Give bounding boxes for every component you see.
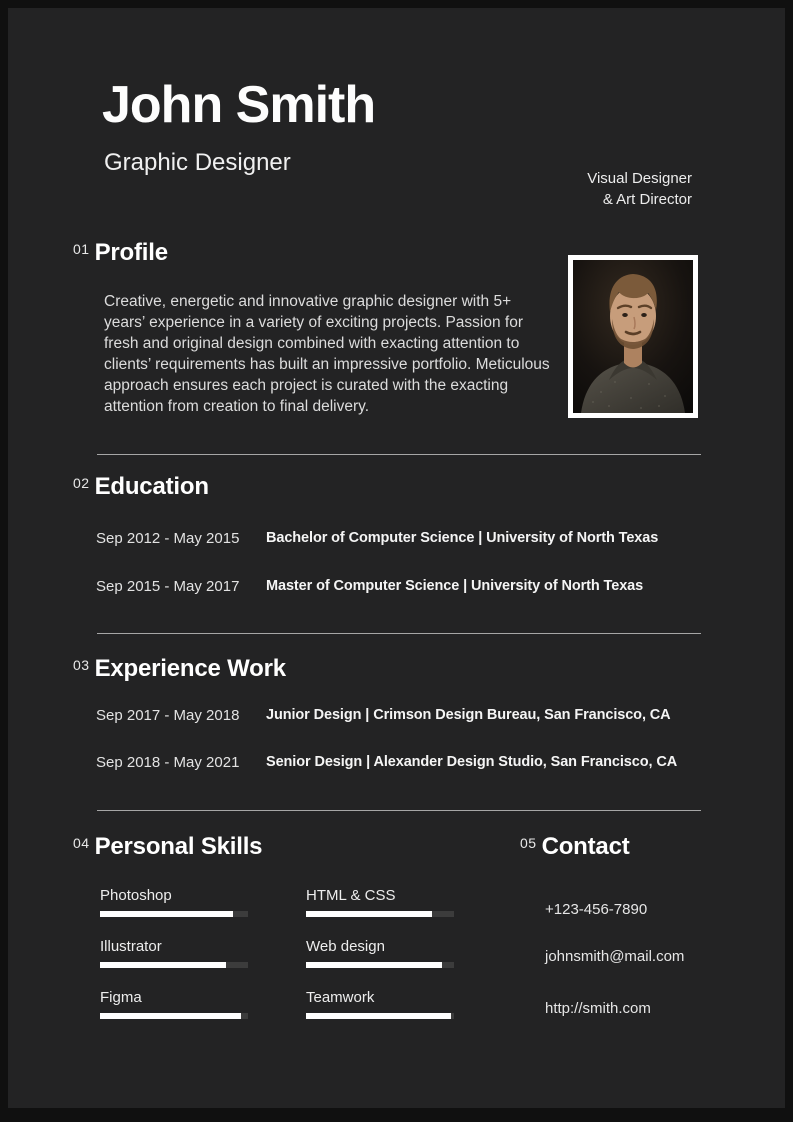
skill-bar	[100, 911, 248, 917]
experience-row	[96, 707, 671, 724]
experience-dates: Sep 2018 - May 2021	[96, 754, 240, 771]
education-row	[96, 530, 658, 547]
section-header-education	[73, 474, 209, 500]
tagline	[587, 168, 692, 210]
section-header-profile	[73, 240, 168, 266]
skill-label: Web design	[306, 938, 385, 955]
skill-bar	[100, 962, 248, 968]
section-title: Education	[94, 473, 209, 500]
experience-row	[96, 754, 677, 771]
section-number: 05	[520, 835, 537, 851]
education-dates: Sep 2015 - May 2017	[96, 578, 240, 595]
skill-bar-fill	[306, 1013, 451, 1019]
tagline-line-2: & Art Director	[602, 191, 692, 208]
skill-label: Figma	[100, 989, 142, 1006]
skill-label: Photoshop	[100, 887, 172, 904]
skill-bar	[306, 1013, 454, 1019]
contact-phone[interactable]: +123-456-7890	[545, 901, 648, 918]
section-header-contact	[520, 834, 630, 860]
experience-dates: Sep 2017 - May 2018	[96, 707, 240, 724]
skill-label: Illustrator	[100, 938, 162, 955]
education-dates: Sep 2012 - May 2015	[96, 530, 240, 547]
skill-figma	[100, 989, 248, 1019]
resume-page	[8, 8, 785, 1108]
skill-html-css	[306, 887, 454, 917]
divider	[97, 633, 701, 634]
skill-bar-fill	[306, 962, 442, 968]
skill-bar-fill	[306, 911, 432, 917]
profile-paragraph: Creative, energetic and innovative graphic designer with 5+ years’ experience in a variety of exciting projects. Passion for fresh and original design combined with exacting attention to clients’ requirements has built an impressive portfolio. Meticulous approach ensures each project is curated with the exacting attention from creation to final delivery.	[104, 293, 550, 415]
section-number: 03	[73, 657, 90, 673]
skill-photoshop	[100, 887, 248, 917]
experience-detail: Junior Design | Crimson Design Bureau, San Francisco, CA	[266, 707, 671, 723]
section-title: Experience Work	[94, 655, 286, 682]
person-title: Graphic Designer	[104, 149, 291, 176]
skill-web-design	[306, 938, 454, 968]
skill-label: HTML & CSS	[306, 887, 396, 904]
section-header-experience	[73, 656, 286, 682]
skill-bar	[306, 962, 454, 968]
skill-label: Teamwork	[306, 989, 375, 1006]
skill-illustrator	[100, 938, 248, 968]
skill-bar	[100, 1013, 248, 1019]
skill-bar-fill	[100, 911, 233, 917]
education-detail: Bachelor of Computer Science | University of North Texas	[266, 530, 659, 546]
section-title: Profile	[94, 239, 168, 266]
contact-website[interactable]: http://smith.com	[545, 1000, 651, 1017]
skill-bar-fill	[100, 962, 226, 968]
portrait-illustration	[573, 260, 693, 413]
section-title: Contact	[541, 833, 630, 860]
skill-teamwork	[306, 989, 454, 1019]
education-detail: Master of Computer Science | University of North Texas	[266, 578, 644, 594]
skill-bar	[306, 911, 454, 917]
skill-bar-fill	[100, 1013, 241, 1019]
contact-email[interactable]: johnsmith@mail.com	[545, 948, 685, 965]
section-number: 02	[73, 475, 90, 491]
education-row	[96, 578, 643, 595]
experience-detail: Senior Design | Alexander Design Studio, San Francisco, CA	[266, 754, 678, 770]
section-number: 04	[73, 835, 90, 851]
tagline-line-1: Visual Designer	[587, 170, 692, 187]
section-number: 01	[73, 241, 90, 257]
section-header-skills	[73, 834, 262, 860]
portrait-photo	[568, 255, 698, 418]
divider	[97, 454, 701, 455]
person-name: John Smith	[102, 76, 376, 134]
section-title: Personal Skills	[94, 833, 263, 860]
divider	[97, 810, 701, 811]
